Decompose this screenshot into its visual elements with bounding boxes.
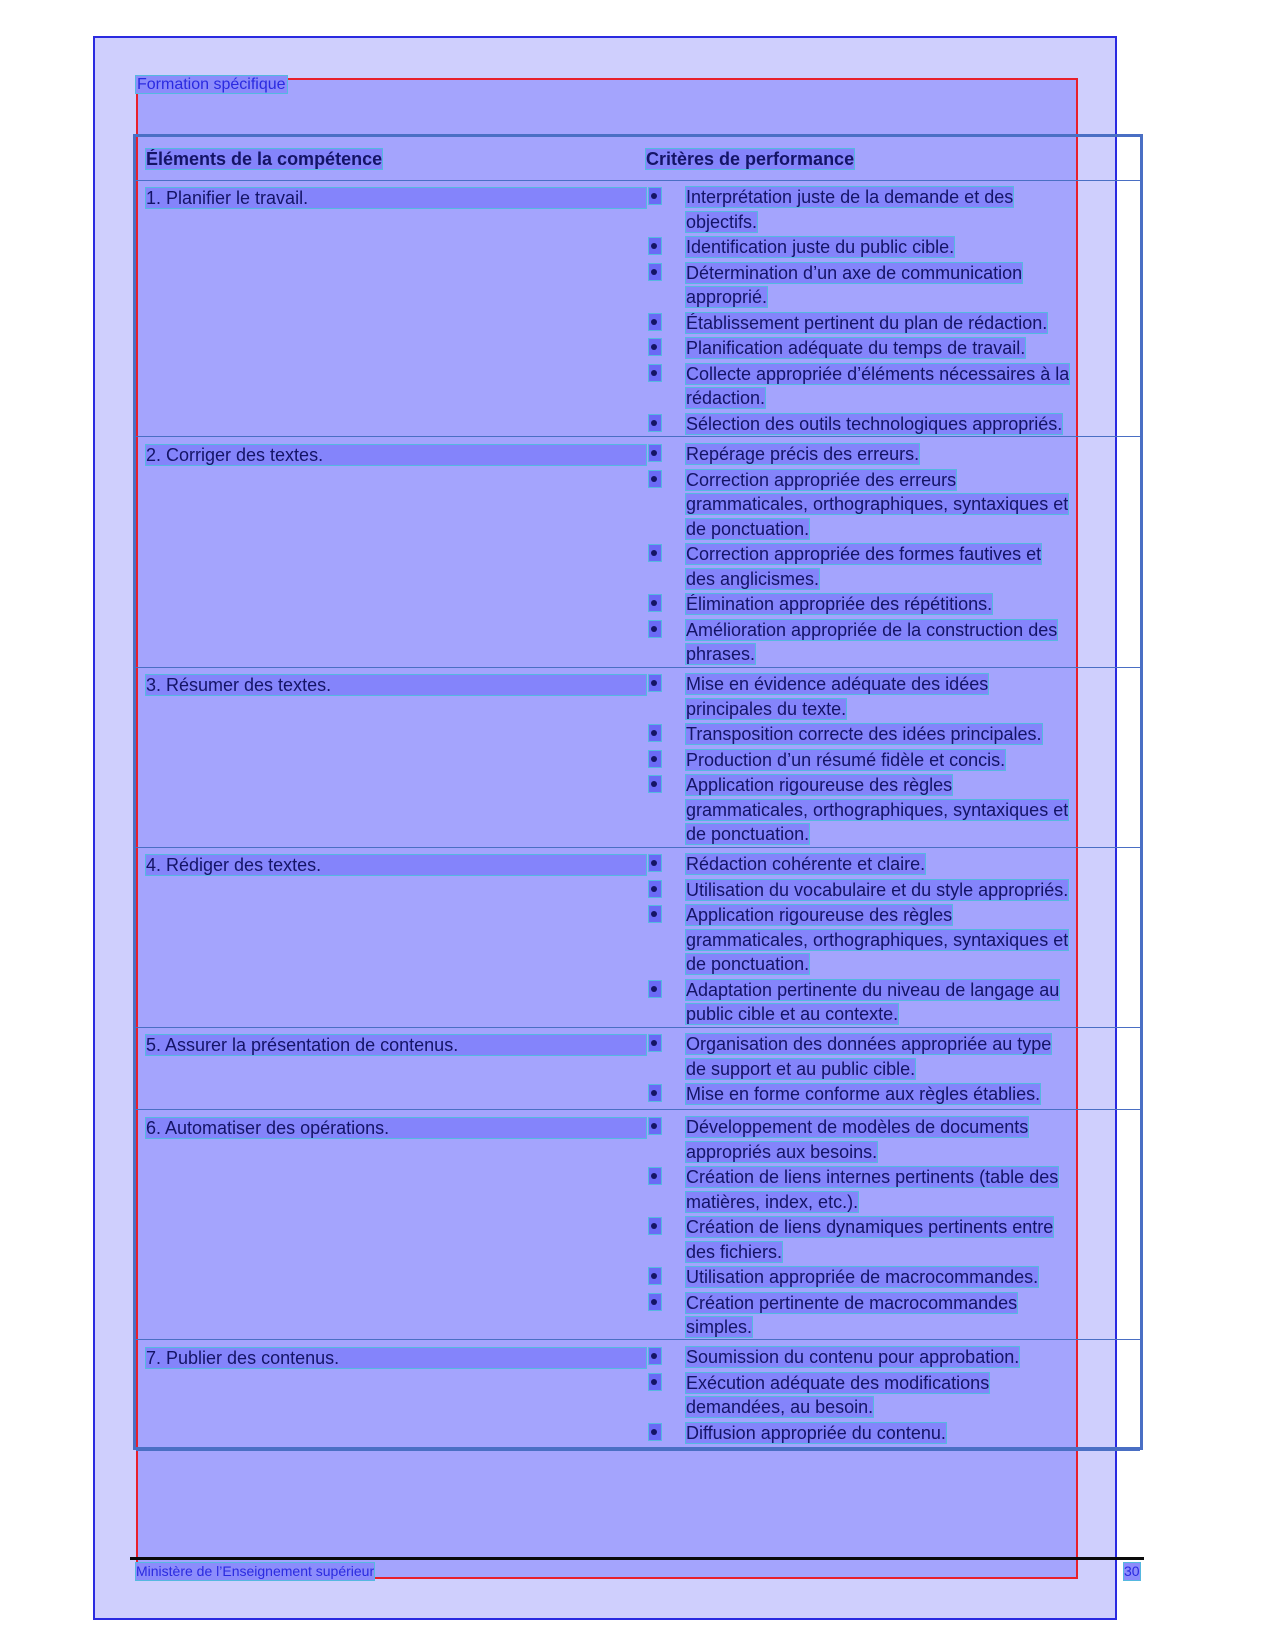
performance-criterion: de ponctuation. — [686, 824, 810, 844]
section-label: Formation spécifique — [137, 76, 286, 93]
bullet-icon — [649, 881, 661, 897]
row-separator — [136, 1448, 1140, 1451]
performance-criterion: Application rigoureuse des règles — [686, 775, 953, 795]
performance-criterion: Élimination appropriée des répétitions. — [686, 594, 993, 614]
bullet-icon — [649, 264, 661, 280]
competence-element: 5. Assurer la présentation de contenus. — [146, 1035, 646, 1055]
header-criteria: Critères de performance — [646, 149, 855, 169]
performance-criterion: Correction appropriée des formes fautives et — [686, 544, 1042, 564]
performance-criterion: Utilisation appropriée de macrocommandes. — [686, 1267, 1039, 1287]
footer-rule — [130, 1557, 1144, 1560]
performance-criterion: approprié. — [686, 287, 768, 307]
competence-element: 3. Résumer des textes. — [146, 675, 646, 695]
performance-criterion: principales du texte. — [686, 698, 847, 719]
performance-criterion: Création de liens internes pertinents (table des — [686, 1167, 1059, 1187]
performance-criterion: simples. — [686, 1317, 753, 1337]
competence-element: 1. Planifier le travail. — [146, 188, 646, 208]
row-separator — [136, 847, 1140, 848]
performance-criterion: Adaptation pertinente du niveau de langage au — [686, 979, 1060, 1000]
bullet-icon — [649, 545, 661, 561]
performance-criterion: Interprétation juste de la demande et des — [686, 187, 1014, 207]
competence-element: 7. Publier des contenus. — [146, 1348, 646, 1368]
competence-element: 4. Rédiger des textes. — [146, 855, 646, 875]
performance-criterion: objectifs. — [686, 211, 758, 232]
bullet-icon — [649, 1348, 661, 1364]
bullet-icon — [649, 855, 661, 871]
bullet-icon — [649, 1294, 661, 1310]
bullet-icon — [649, 1118, 661, 1134]
bullet-icon — [649, 1035, 661, 1051]
performance-criterion: demandées, au besoin. — [686, 1397, 874, 1417]
performance-criterion: phrases. — [686, 644, 756, 664]
performance-criterion: de support et au public cible. — [686, 1058, 916, 1079]
performance-criterion: Développement de modèles de documents — [686, 1117, 1029, 1137]
bullet-icon — [649, 415, 661, 431]
performance-criterion: Rédaction cohérente et claire. — [686, 854, 926, 874]
performance-criterion: Repérage précis des erreurs. — [686, 444, 920, 464]
performance-criterion: Transposition correcte des idées principales. — [686, 724, 1042, 744]
bullet-icon — [649, 445, 661, 461]
performance-criterion: de ponctuation. — [686, 518, 810, 539]
performance-criterion: appropriés aux besoins. — [686, 1141, 878, 1162]
bullet-icon — [649, 365, 661, 381]
performance-criterion: Détermination d’un axe de communication — [686, 262, 1023, 283]
row-separator — [136, 667, 1140, 668]
row-separator — [136, 436, 1140, 437]
bullet-icon — [649, 751, 661, 767]
performance-criterion: matières, index, etc.). — [686, 1191, 859, 1212]
row-separator — [136, 180, 1140, 181]
performance-criterion: Planification adéquate du temps de travail. — [686, 338, 1026, 358]
bullet-icon — [649, 188, 661, 204]
performance-criterion: Amélioration appropriée de la construction des — [686, 619, 1058, 640]
bullet-icon — [649, 1374, 661, 1390]
bullet-icon — [649, 1168, 661, 1184]
row-separator — [136, 1027, 1140, 1028]
performance-criterion: Diffusion appropriée du contenu. — [686, 1422, 946, 1443]
bullet-icon — [649, 725, 661, 741]
performance-criterion: Établissement pertinent du plan de rédaction. — [686, 312, 1048, 333]
performance-criterion: Application rigoureuse des règles — [686, 905, 953, 925]
performance-criterion: grammaticales, orthographiques, syntaxiques et — [686, 929, 1069, 950]
bullet-icon — [649, 1218, 661, 1234]
performance-criterion: Organisation des données appropriée au type — [686, 1034, 1052, 1054]
performance-criterion: Mise en évidence adéquate des idées — [686, 674, 989, 694]
bullet-icon — [649, 1268, 661, 1284]
performance-criterion: grammaticales, orthographiques, syntaxiques et — [686, 799, 1069, 820]
bullet-icon — [649, 339, 661, 355]
performance-criterion: Correction appropriée des erreurs — [686, 469, 957, 490]
row-separator — [136, 1109, 1140, 1110]
bullet-icon — [649, 906, 661, 922]
bullet-icon — [649, 981, 661, 997]
performance-criterion: Identification juste du public cible. — [686, 237, 955, 257]
bullet-icon — [649, 314, 661, 330]
bullet-icon — [649, 621, 661, 637]
bullet-icon — [649, 595, 661, 611]
performance-criterion: Collecte appropriée d’éléments nécessaires à la — [686, 363, 1070, 384]
performance-criterion: Mise en forme conforme aux règles établies. — [686, 1084, 1041, 1104]
performance-criterion: grammaticales, orthographiques, syntaxiques et — [686, 494, 1069, 514]
performance-criterion: public cible et au contexte. — [686, 1004, 899, 1024]
competence-element: 6. Automatiser des opérations. — [146, 1118, 646, 1138]
header-elements: Éléments de la compétence — [146, 149, 383, 169]
bullet-icon — [649, 238, 661, 254]
performance-criterion: Création pertinente de macrocommandes — [686, 1292, 1018, 1313]
performance-criterion: des fichiers. — [686, 1241, 783, 1262]
competence-element: 2. Corriger des textes. — [146, 445, 646, 465]
performance-criterion: Soumission du contenu pour approbation. — [686, 1347, 1020, 1367]
page-number: 30 — [1124, 1563, 1140, 1579]
performance-criterion: Utilisation du vocabulaire et du style appropriés. — [686, 879, 1069, 900]
performance-criterion: des anglicismes. — [686, 568, 820, 589]
performance-criterion: Exécution adéquate des modifications — [686, 1372, 990, 1393]
bullet-icon — [649, 1085, 661, 1101]
performance-criterion: rédaction. — [686, 388, 766, 408]
row-separator — [136, 1339, 1140, 1340]
performance-criterion: Sélection des outils technologiques appropriés. — [686, 413, 1063, 434]
performance-criterion: de ponctuation. — [686, 954, 810, 974]
performance-criterion: Production d’un résumé fidèle et concis. — [686, 749, 1006, 770]
bullet-icon — [649, 776, 661, 792]
bullet-icon — [649, 675, 661, 691]
performance-criterion: Création de liens dynamiques pertinents entre — [686, 1217, 1054, 1237]
bullet-icon — [649, 1424, 661, 1440]
bullet-icon — [649, 471, 661, 487]
footer-ministry: Ministère de l’Enseignement supérieur — [136, 1563, 375, 1579]
